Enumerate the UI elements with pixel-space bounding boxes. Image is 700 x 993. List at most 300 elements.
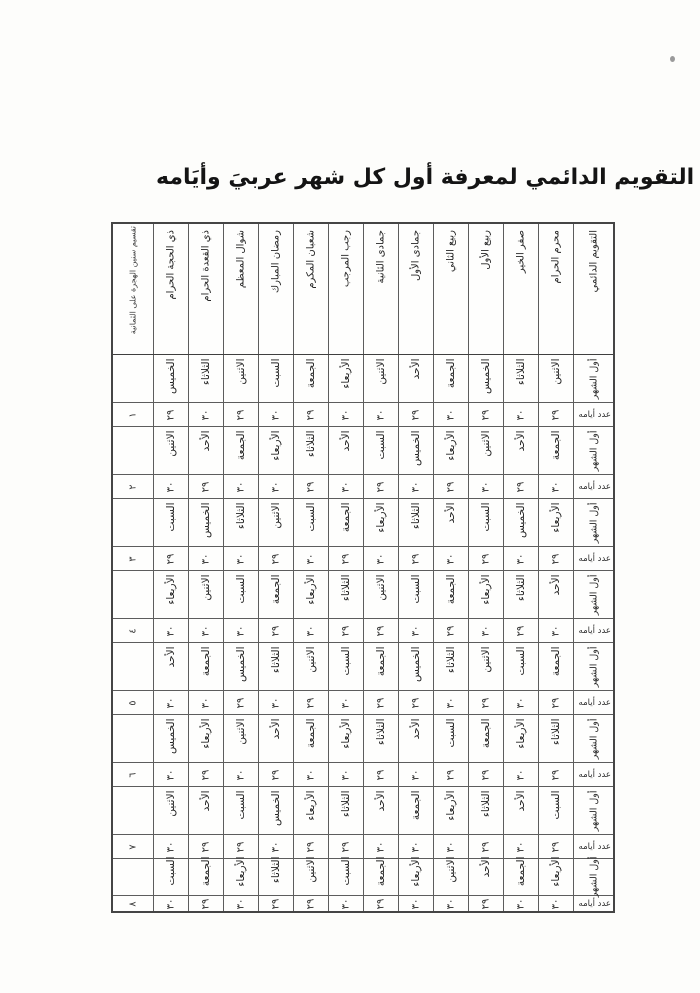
first-day-cell: [469, 856, 504, 896]
day-count-cell-text: ٣٠: [410, 481, 422, 492]
first-day-cell: [224, 499, 259, 547]
day-count-cell: [504, 763, 539, 787]
first-day-cell-text: الأربعاء: [550, 856, 562, 887]
first-day-cell-text: الخميس: [270, 790, 282, 826]
day-count-cell: [469, 547, 504, 571]
day-count-cell: [189, 763, 224, 787]
day-count-cell-text: ٣٠: [550, 481, 562, 492]
day-count-cell: [399, 763, 434, 787]
first-day-cell: [294, 856, 329, 896]
first-day-cell-text: الاثنين: [235, 358, 247, 385]
first-day-cell-text: الجمعة: [445, 574, 457, 604]
first-of-month-label-cell: [574, 355, 615, 403]
days-count-label-cell: [574, 403, 615, 427]
first-day-cell: [399, 427, 434, 475]
first-day-row: [112, 355, 614, 403]
day-count-cell-text: ٢٩: [550, 553, 562, 564]
first-day-cell-text: الاثنين: [165, 790, 177, 817]
first-day-cell: [294, 643, 329, 691]
first-of-month-label-cell-text: أول الشهر: [588, 790, 599, 831]
day-count-cell: [434, 619, 469, 643]
day-count-cell-text: ٣٠: [550, 625, 562, 636]
first-day-cell-text: الأحد: [270, 718, 282, 739]
first-day-cell-text: السبت: [165, 856, 177, 886]
first-day-cell: [154, 787, 189, 835]
day-count-cell-text: ٢٩: [375, 481, 387, 492]
first-day-cell: [504, 427, 539, 475]
first-day-cell-text: الخميس: [200, 502, 212, 538]
month-header-cell: [399, 223, 434, 355]
day-count-cell: [364, 763, 399, 787]
days-count-row: [112, 835, 614, 859]
days-count-row: [112, 475, 614, 499]
first-day-cell: [364, 499, 399, 547]
first-day-cell: [539, 499, 574, 547]
day-count-cell: [539, 475, 574, 499]
month-header-cell: [154, 223, 189, 355]
calendar-title-cell-text: التقويم الدائمي: [588, 230, 599, 293]
day-count-cell: [154, 896, 189, 913]
day-count-cell: [539, 403, 574, 427]
first-day-cell-text: الاثنين: [200, 574, 212, 601]
day-count-cell: [154, 691, 189, 715]
first-day-cell: [259, 715, 294, 763]
day-count-cell: [434, 547, 469, 571]
day-count-cell: [469, 691, 504, 715]
day-count-cell-text: ٢٩: [480, 409, 492, 420]
day-count-cell-text: ٣٠: [480, 481, 492, 492]
first-day-cell: [504, 715, 539, 763]
first-day-cell: [329, 787, 364, 835]
day-count-cell: [329, 896, 364, 913]
days-count-row: [112, 619, 614, 643]
day-count-cell: [294, 547, 329, 571]
first-day-cell: [329, 643, 364, 691]
first-day-cell: [329, 499, 364, 547]
day-count-cell: [399, 691, 434, 715]
day-count-cell: [434, 763, 469, 787]
first-day-cell: [154, 427, 189, 475]
day-count-cell: [259, 763, 294, 787]
first-day-cell: [364, 427, 399, 475]
day-count-cell-text: ٢٩: [445, 625, 457, 636]
first-day-cell-text: الثلاثاء: [445, 646, 457, 673]
first-day-cell-text: الثلاثاء: [515, 574, 527, 601]
first-day-cell: [364, 355, 399, 403]
first-day-cell-text: الجمعة: [305, 358, 317, 388]
day-count-cell: [224, 763, 259, 787]
day-count-cell-text: ٣٠: [165, 841, 177, 852]
day-count-cell: [294, 475, 329, 499]
first-day-cell-text: الجمعة: [375, 856, 387, 887]
first-of-month-label-cell-text: أول الشهر: [588, 502, 599, 543]
day-count-cell-text: ٢٩: [305, 409, 317, 420]
first-day-cell-text: الأربعاء: [305, 790, 317, 821]
first-day-cell: [399, 499, 434, 547]
first-day-cell: [469, 571, 504, 619]
day-count-cell-text: ٢٩: [235, 841, 247, 852]
day-count-cell-text: ٣٠: [445, 409, 457, 420]
first-day-cell: [399, 715, 434, 763]
day-count-cell: [469, 475, 504, 499]
month-header-cell-text: شعبان المكرم: [305, 230, 317, 289]
first-day-cell-text: الجمعة: [445, 358, 457, 388]
first-of-month-label-cell-text: أول الشهر: [588, 646, 599, 687]
first-day-cell: [469, 499, 504, 547]
day-count-cell-text: ٣٠: [305, 553, 317, 564]
first-day-cell: [259, 787, 294, 835]
first-day-cell: [294, 571, 329, 619]
first-day-cell-text: الأحد: [515, 790, 527, 811]
first-day-cell-text: الجمعة: [305, 718, 317, 748]
first-day-cell: [469, 787, 504, 835]
days-count-label-cell-text: عدد أيامه: [578, 841, 611, 852]
day-count-cell-text: ٣٠: [305, 625, 317, 636]
day-count-cell-text: ٢٩: [270, 625, 282, 636]
first-day-cell-text: الاثنين: [375, 574, 387, 601]
day-count-cell-text: ٢٩: [550, 409, 562, 420]
day-count-cell: [364, 475, 399, 499]
first-day-cell-text: السبت: [165, 502, 177, 531]
day-count-cell: [259, 619, 294, 643]
year-index-cell: [112, 896, 154, 913]
days-count-row: [112, 691, 614, 715]
division-spacer-cell: [112, 859, 154, 896]
first-day-cell: [224, 715, 259, 763]
division-spacer-cell: [112, 499, 154, 547]
day-count-cell: [224, 896, 259, 913]
day-count-cell: [154, 403, 189, 427]
day-count-cell: [259, 691, 294, 715]
first-day-cell: [329, 427, 364, 475]
year-index-cell-text: ٣: [127, 555, 139, 562]
day-count-cell-text: ٣٠: [235, 625, 247, 636]
permanent-calendar-table: [111, 222, 615, 913]
day-count-cell: [364, 547, 399, 571]
first-day-cell: [539, 715, 574, 763]
first-day-cell: [364, 643, 399, 691]
first-day-cell-text: الاثنين: [270, 502, 282, 529]
first-day-cell: [469, 643, 504, 691]
day-count-cell: [364, 896, 399, 913]
day-count-cell-text: ٢٩: [410, 553, 422, 564]
month-header-cell-text: ذي الحجة الحرام: [165, 230, 177, 300]
day-count-cell: [189, 691, 224, 715]
day-count-cell: [189, 896, 224, 913]
division-spacer-cell: [112, 571, 154, 619]
first-day-cell-text: السبت: [305, 502, 317, 531]
first-day-cell: [399, 787, 434, 835]
day-count-cell-text: ٢٩: [270, 553, 282, 564]
year-index-cell: [112, 619, 154, 643]
days-count-label-cell: [574, 475, 615, 499]
year-index-cell-text: ١: [127, 411, 139, 418]
day-count-cell-text: ٣٠: [200, 697, 212, 708]
page-title-text: التقويم الدائمي لمعرفة أول كل شهر عربيَ وأيَامه: [156, 165, 695, 190]
first-day-cell: [504, 355, 539, 403]
month-header-cell-text: ربيع الأول: [480, 230, 492, 270]
day-count-cell-text: ٢٩: [340, 625, 352, 636]
day-count-cell-text: ٢٩: [305, 841, 317, 852]
first-of-month-label-cell-text: أول الشهر: [588, 358, 599, 399]
first-day-cell-text: الخميس: [235, 646, 247, 682]
day-count-cell: [154, 547, 189, 571]
first-day-cell-text: الأحد: [165, 646, 177, 667]
first-day-row: [112, 787, 614, 835]
first-day-cell: [259, 499, 294, 547]
first-day-cell-text: الثلاثاء: [270, 646, 282, 673]
first-day-cell: [434, 355, 469, 403]
day-count-cell-text: ٣٠: [410, 898, 422, 909]
first-day-cell: [469, 715, 504, 763]
month-header-cell-text: جمادى الأول: [410, 230, 422, 282]
first-day-cell: [434, 571, 469, 619]
first-day-cell: [224, 787, 259, 835]
day-count-cell: [154, 475, 189, 499]
first-day-cell: [434, 856, 469, 896]
first-day-cell: [154, 643, 189, 691]
first-day-cell: [294, 715, 329, 763]
first-day-cell: [294, 499, 329, 547]
first-day-cell: [539, 571, 574, 619]
day-count-cell: [154, 763, 189, 787]
first-day-row: [112, 427, 614, 475]
month-header-cell: [259, 223, 294, 355]
first-day-cell-text: الخميس: [165, 718, 177, 754]
first-day-cell-text: الثلاثاء: [340, 790, 352, 817]
first-day-cell-text: الثلاثاء: [235, 502, 247, 529]
first-day-cell-text: الجمعة: [235, 430, 247, 460]
day-count-cell-text: ٢٩: [165, 553, 177, 564]
first-day-cell-text: الأربعاء: [375, 502, 387, 533]
first-day-cell: [504, 643, 539, 691]
day-count-cell: [224, 547, 259, 571]
day-count-cell-text: ٢٩: [200, 898, 212, 909]
first-day-cell: [329, 856, 364, 896]
first-day-cell-text: الاثنين: [550, 358, 562, 385]
day-count-cell: [399, 896, 434, 913]
day-count-cell: [224, 619, 259, 643]
month-header-cell: [504, 223, 539, 355]
first-day-cell: [224, 355, 259, 403]
first-day-cell-text: الأحد: [515, 430, 527, 451]
day-count-cell: [329, 763, 364, 787]
month-header-cell: [539, 223, 574, 355]
first-day-cell: [189, 643, 224, 691]
first-day-cell: [399, 856, 434, 896]
days-count-row: [112, 896, 614, 913]
first-day-cell-text: الأربعاء: [200, 718, 212, 749]
day-count-cell: [189, 475, 224, 499]
first-day-cell: [224, 427, 259, 475]
first-day-cell: [224, 643, 259, 691]
first-day-cell: [364, 856, 399, 896]
day-count-cell-text: ٣٠: [340, 898, 352, 909]
day-count-cell: [539, 896, 574, 913]
day-count-cell-text: ٢٩: [480, 898, 492, 909]
first-day-cell: [434, 427, 469, 475]
day-count-cell-text: ٣٠: [375, 409, 387, 420]
first-day-cell: [399, 643, 434, 691]
day-count-cell-text: ٣٠: [235, 481, 247, 492]
first-day-cell: [259, 427, 294, 475]
day-count-cell-text: ٣٠: [445, 553, 457, 564]
first-of-month-label-cell-text: أول الشهر: [588, 574, 599, 615]
month-header-cell-text: محرم الحرام: [550, 230, 562, 284]
day-count-cell: [434, 403, 469, 427]
day-count-cell-text: ٣٠: [550, 898, 562, 909]
day-count-cell-text: ٣٠: [200, 625, 212, 636]
first-day-cell: [154, 571, 189, 619]
day-count-cell-text: ٣٠: [270, 841, 282, 852]
first-of-month-label-cell-text: أول الشهر: [588, 718, 599, 759]
first-day-cell-text: الأحد: [480, 856, 492, 878]
month-header-cell-text: شوال المعظم: [235, 230, 247, 289]
first-day-cell: [539, 427, 574, 475]
first-day-cell-text: السبت: [340, 646, 352, 675]
first-day-cell: [539, 643, 574, 691]
day-count-cell-text: ٢٩: [375, 898, 387, 909]
first-of-month-label-cell: [574, 427, 615, 475]
first-day-cell-text: الاثنين: [305, 646, 317, 673]
day-count-cell: [364, 619, 399, 643]
day-count-cell: [189, 619, 224, 643]
first-day-cell-text: الجمعة: [480, 718, 492, 748]
first-day-cell: [294, 355, 329, 403]
days-count-label-cell-text: عدد أيامه: [578, 409, 611, 420]
first-day-cell-text: الثلاثاء: [305, 430, 317, 457]
first-day-cell-text: الثلاثاء: [480, 790, 492, 817]
day-count-cell-text: ٣٠: [410, 769, 422, 780]
day-count-cell: [224, 691, 259, 715]
first-day-cell-text: السبت: [235, 790, 247, 819]
month-header-cell: [329, 223, 364, 355]
first-day-cell-text: الأربعاء: [445, 790, 457, 821]
days-count-label-cell: [574, 547, 615, 571]
day-count-cell-text: ٢٩: [410, 697, 422, 708]
first-day-cell-text: الثلاثاء: [200, 358, 212, 385]
year-index-cell: [112, 763, 154, 787]
day-count-cell-text: ٢٩: [270, 769, 282, 780]
day-count-cell-text: ٣٠: [235, 898, 247, 909]
first-day-cell-text: الأربعاء: [410, 856, 422, 887]
day-count-cell: [329, 547, 364, 571]
first-day-cell: [364, 571, 399, 619]
day-count-cell: [329, 619, 364, 643]
day-count-cell: [294, 403, 329, 427]
first-day-cell-text: السبت: [410, 574, 422, 603]
year-index-cell-text: ٧: [127, 843, 139, 850]
day-count-cell-text: ٢٩: [375, 769, 387, 780]
day-count-cell-text: ٢٩: [200, 841, 212, 852]
first-day-cell: [504, 571, 539, 619]
first-day-cell-text: الأربعاء: [550, 502, 562, 533]
first-day-cell-text: الثلاثاء: [410, 502, 422, 529]
day-count-cell-text: ٣٠: [235, 553, 247, 564]
first-day-cell-text: الأحد: [410, 358, 422, 379]
first-day-cell-text: الثلاثاء: [550, 718, 562, 745]
month-header-cell-text: جمادى الثانية: [375, 230, 387, 284]
day-count-cell-text: ٢٩: [480, 841, 492, 852]
day-count-cell-text: ٣٠: [305, 769, 317, 780]
month-header-cell-text: ربيع الثاني: [445, 230, 457, 273]
first-day-cell: [469, 427, 504, 475]
first-day-cell: [154, 715, 189, 763]
division-spacer-cell: [112, 355, 154, 403]
day-count-cell: [434, 475, 469, 499]
first-day-cell: [259, 856, 294, 896]
day-count-cell-text: ٣٠: [515, 898, 527, 909]
first-day-cell: [189, 499, 224, 547]
days-count-label-cell-text: عدد أيامه: [578, 769, 611, 780]
first-day-cell: [189, 856, 224, 896]
day-count-cell: [329, 403, 364, 427]
first-day-cell: [434, 499, 469, 547]
day-count-cell-text: ٢٩: [445, 481, 457, 492]
day-count-cell-text: ٣٠: [410, 625, 422, 636]
day-count-cell: [294, 896, 329, 913]
day-count-cell-text: ٣٠: [340, 697, 352, 708]
day-count-cell-text: ٣٠: [445, 841, 457, 852]
day-count-cell: [469, 403, 504, 427]
month-header-cell-text: رمضان المبارك: [270, 230, 282, 294]
day-count-cell-text: ٢٩: [305, 898, 317, 909]
day-count-cell-text: ٢٩: [480, 769, 492, 780]
day-count-cell: [364, 403, 399, 427]
year-index-cell: [112, 835, 154, 859]
month-header-cell: [294, 223, 329, 355]
day-count-cell: [294, 619, 329, 643]
days-count-label-cell: [574, 763, 615, 787]
day-count-cell: [224, 403, 259, 427]
day-count-cell-text: ٣٠: [270, 409, 282, 420]
days-count-label-cell: [574, 691, 615, 715]
day-count-cell-text: ٢٩: [200, 769, 212, 780]
first-day-cell: [504, 856, 539, 896]
first-day-cell-text: الجمعة: [340, 502, 352, 532]
year-index-cell-text: ٥: [127, 699, 139, 706]
day-count-cell: [294, 763, 329, 787]
first-day-row: [112, 715, 614, 763]
first-day-cell: [469, 355, 504, 403]
first-day-cell-text: الخميس: [515, 502, 527, 538]
first-day-cell: [329, 571, 364, 619]
first-day-cell-text: الثلاثاء: [515, 358, 527, 385]
year-index-cell: [112, 475, 154, 499]
first-day-cell: [294, 787, 329, 835]
first-day-cell-text: الجمعة: [550, 430, 562, 460]
first-day-cell-text: السبت: [235, 574, 247, 603]
first-day-cell: [434, 715, 469, 763]
first-day-cell-text: الأحد: [340, 430, 352, 451]
first-day-cell: [189, 355, 224, 403]
day-count-cell: [364, 691, 399, 715]
day-count-cell: [504, 475, 539, 499]
day-count-cell-text: ٣٠: [165, 697, 177, 708]
first-day-cell: [504, 787, 539, 835]
first-day-cell: [189, 787, 224, 835]
first-day-cell: [189, 715, 224, 763]
year-index-cell-text: ٦: [127, 771, 139, 778]
first-day-row: [112, 859, 614, 896]
first-day-cell: [364, 787, 399, 835]
month-header-cell: [469, 223, 504, 355]
first-day-cell-text: الأحد: [375, 790, 387, 811]
year-index-cell-text: ٨: [127, 900, 139, 907]
day-count-cell-text: ٣٠: [375, 553, 387, 564]
first-day-cell-text: الأحد: [200, 790, 212, 811]
first-day-cell-text: الجمعة: [200, 646, 212, 676]
